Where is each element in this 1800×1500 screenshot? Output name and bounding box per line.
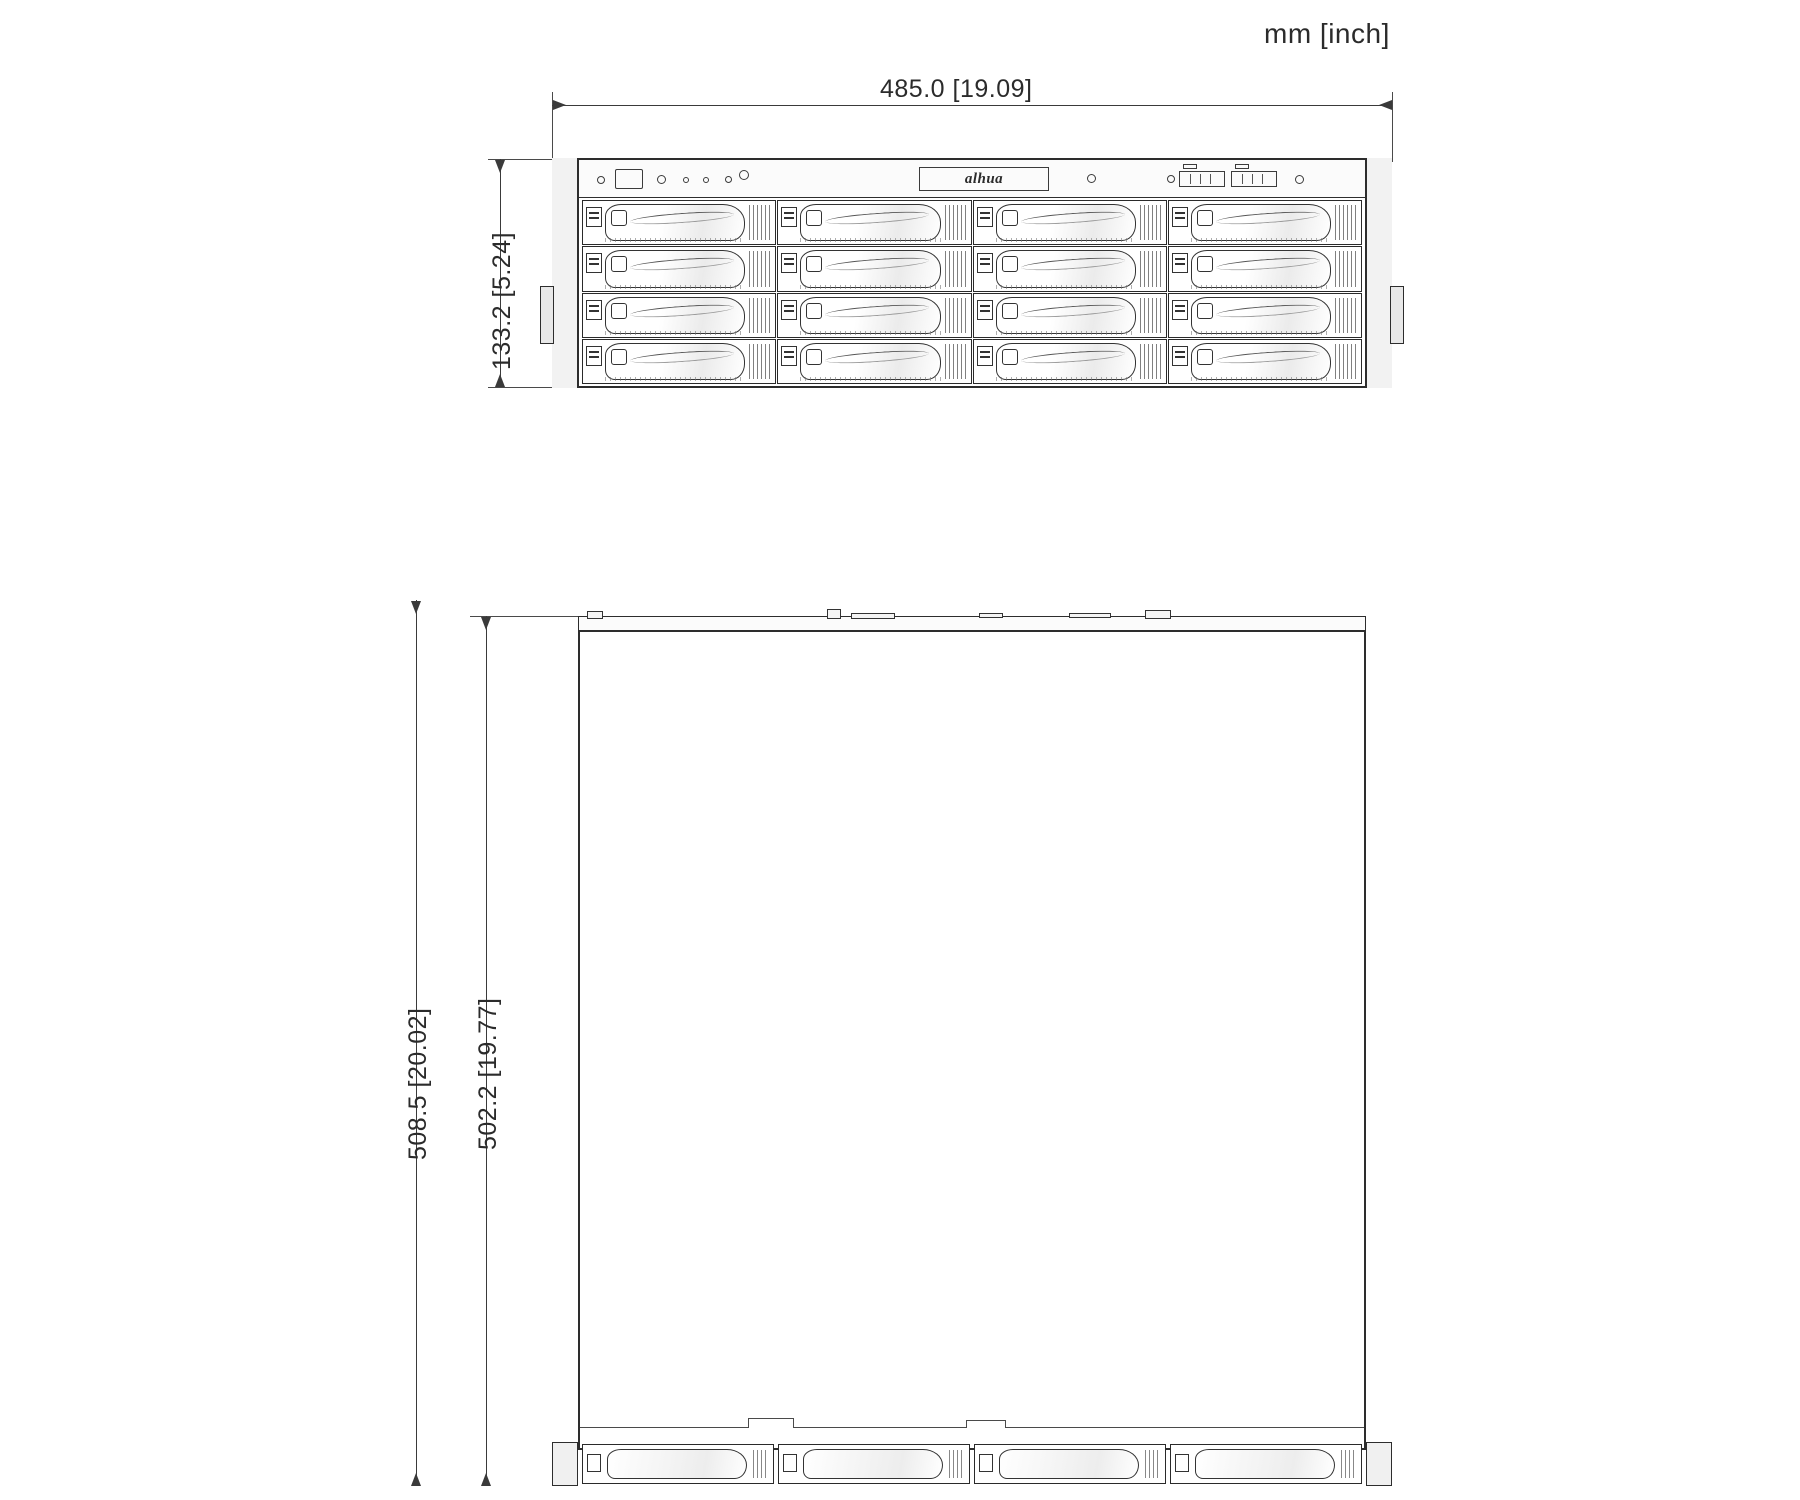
bay-lock-icon (781, 253, 797, 273)
bay-minivent (1191, 238, 1331, 242)
drive-bay-grid (582, 200, 1362, 384)
bay-lock-icon (977, 207, 993, 227)
top-depth-outer-arrow-bottom (411, 1473, 421, 1486)
bay-handle[interactable] (996, 204, 1136, 241)
bay-vent-icon (1335, 298, 1357, 333)
drive-bay[interactable] (777, 293, 971, 338)
drive-bay[interactable] (973, 200, 1167, 245)
bay-vent-icon (945, 344, 967, 379)
rear-connector-3 (851, 613, 895, 619)
rack-ear-tab-right (1390, 286, 1404, 344)
drive-bay[interactable] (1168, 246, 1362, 291)
drive-bay[interactable] (582, 339, 776, 384)
bay-lock-icon (781, 346, 797, 366)
handle-vent-icon (949, 1450, 965, 1478)
top-depth-inner-arrow-bottom (481, 1473, 491, 1486)
handle-lock-icon (783, 1454, 797, 1472)
rear-connector-6 (1145, 610, 1171, 619)
bay-minivent (605, 377, 745, 381)
top-view (552, 608, 1392, 1486)
top-depth-outer-label: 508.5 [20.02] (404, 1007, 432, 1160)
usb-port-icon (615, 169, 643, 189)
rear-connector-2 (827, 609, 841, 619)
bay-handle[interactable] (1191, 204, 1331, 241)
rack-ear-left (552, 158, 578, 388)
bay-lock-icon (1172, 300, 1188, 320)
bay-vent-icon (945, 298, 967, 333)
bay-handle[interactable] (800, 250, 940, 287)
chassis-foot-left (552, 1442, 578, 1486)
bay-lock-icon (977, 346, 993, 366)
chassis-outline-top (578, 630, 1366, 1450)
front-view (552, 158, 1392, 388)
bay-minivent (996, 238, 1136, 242)
indicator-dot-6 (1167, 175, 1175, 183)
bay-handle[interactable] (800, 204, 940, 241)
bay-minivent (996, 331, 1136, 335)
bay-vent-icon (749, 205, 771, 240)
bay-vent-icon (749, 251, 771, 286)
power-button-icon[interactable] (739, 170, 749, 180)
bay-lock-icon (586, 253, 602, 273)
handle-vent-icon (1145, 1450, 1161, 1478)
handle-vent-icon (753, 1450, 769, 1478)
bay-vent-icon (1335, 205, 1357, 240)
bay-handle[interactable] (605, 250, 745, 287)
bay-minivent (1191, 285, 1331, 289)
bay-minivent (1191, 331, 1331, 335)
bay-lock-icon (1172, 346, 1188, 366)
handle-grip[interactable] (1195, 1449, 1335, 1479)
top-notch-1 (748, 1418, 794, 1428)
bay-lock-icon (781, 300, 797, 320)
drive-bay[interactable] (1168, 293, 1362, 338)
front-height-label: 133.2 [5.24] (488, 231, 516, 370)
bay-handle[interactable] (1191, 297, 1331, 334)
front-bay-handle[interactable] (582, 1444, 774, 1484)
bay-minivent (800, 331, 940, 335)
bay-vent-icon (1140, 298, 1162, 333)
bay-minivent (996, 285, 1136, 289)
front-control-panel (579, 160, 1365, 198)
bay-vent-icon (1335, 344, 1357, 379)
rear-connector-4 (979, 613, 1003, 618)
bay-lock-icon (977, 300, 993, 320)
drive-bay[interactable] (777, 246, 971, 291)
front-bay-handle[interactable] (778, 1444, 970, 1484)
drive-bay[interactable] (1168, 339, 1362, 384)
rear-connector-5 (1069, 613, 1111, 618)
handle-lock-icon (587, 1454, 601, 1472)
drive-bay[interactable] (582, 246, 776, 291)
bay-vent-icon (945, 251, 967, 286)
brand-logo: alhua (919, 167, 1049, 191)
drive-bay[interactable] (973, 293, 1167, 338)
screw-dot-left (597, 176, 605, 184)
drive-bay[interactable] (973, 339, 1167, 384)
bay-minivent (800, 285, 940, 289)
top-depth-outer-arrow-top (411, 601, 421, 614)
indicator-dot-3 (703, 177, 709, 183)
front-height-arrow-top (495, 160, 505, 173)
handle-lock-icon (1175, 1454, 1189, 1472)
drive-bay[interactable] (777, 339, 971, 384)
bay-handle[interactable] (1191, 343, 1331, 380)
front-width-arrow-right (1379, 100, 1392, 110)
bay-vent-icon (749, 344, 771, 379)
drive-bay[interactable] (1168, 200, 1362, 245)
drive-bay[interactable] (582, 293, 776, 338)
handle-grip[interactable] (607, 1449, 747, 1479)
bay-handle[interactable] (996, 297, 1136, 334)
handle-grip[interactable] (999, 1449, 1139, 1479)
handle-vent-icon (1341, 1450, 1357, 1478)
bay-lock-icon (1172, 253, 1188, 273)
bay-vent-icon (1335, 251, 1357, 286)
front-bay-handle[interactable] (1170, 1444, 1362, 1484)
drive-bay[interactable] (582, 200, 776, 245)
chassis-foot-right (1366, 1442, 1392, 1486)
indicator-dot-2 (683, 177, 689, 183)
front-width-arrow-left (553, 100, 566, 110)
bay-minivent (800, 377, 940, 381)
bay-minivent (800, 238, 940, 242)
bay-vent-icon (1140, 205, 1162, 240)
handle-lock-icon (979, 1454, 993, 1472)
drive-bay[interactable] (777, 200, 971, 245)
bay-handle[interactable] (1191, 250, 1331, 287)
indicator-dot-4 (725, 176, 732, 183)
bay-handle[interactable] (800, 297, 940, 334)
bay-lock-icon (977, 253, 993, 273)
led-tick-1 (1183, 164, 1197, 169)
front-handle-row (582, 1444, 1362, 1484)
bay-lock-icon (586, 300, 602, 320)
front-height-arrow-bottom (495, 374, 505, 387)
front-width-ext-right (1392, 92, 1393, 162)
top-depth-inner-arrow-top (481, 617, 491, 630)
bay-handle[interactable] (605, 297, 745, 334)
led-tick-2 (1235, 164, 1249, 169)
bay-handle[interactable] (996, 250, 1136, 287)
bay-minivent (605, 238, 745, 242)
units-note: mm [inch] (1264, 18, 1390, 49)
led-array-right (1231, 171, 1277, 187)
front-bay-handle[interactable] (974, 1444, 1166, 1484)
indicator-dot-1 (657, 175, 666, 184)
rack-ear-right (1366, 158, 1392, 388)
bay-lock-icon (586, 346, 602, 366)
handle-grip[interactable] (803, 1449, 943, 1479)
bay-lock-icon (586, 207, 602, 227)
bay-vent-icon (945, 205, 967, 240)
bay-minivent (605, 331, 745, 335)
rear-connector-1 (587, 611, 603, 619)
top-depth-inner-label: 502.2 [19.77] (474, 997, 502, 1150)
bay-vent-icon (1140, 251, 1162, 286)
rack-ear-tab-left (540, 286, 554, 344)
front-height-ext-bottom (488, 387, 558, 388)
bay-handle[interactable] (800, 343, 940, 380)
bay-minivent (605, 285, 745, 289)
bay-vent-icon (1140, 344, 1162, 379)
led-array-left (1179, 171, 1225, 187)
screw-dot-right (1295, 175, 1304, 184)
bay-lock-icon (781, 207, 797, 227)
bay-handle[interactable] (605, 343, 745, 380)
bay-lock-icon (1172, 207, 1188, 227)
bay-vent-icon (749, 298, 771, 333)
top-notch-2 (966, 1420, 1006, 1428)
drive-bay[interactable] (973, 246, 1167, 291)
bay-minivent (996, 377, 1136, 381)
front-width-label: 485.0 [19.09] (880, 75, 1033, 103)
bay-handle[interactable] (996, 343, 1136, 380)
indicator-dot-5 (1087, 174, 1096, 183)
bay-handle[interactable] (605, 204, 745, 241)
front-width-dim-line (552, 105, 1392, 106)
bay-minivent (1191, 377, 1331, 381)
